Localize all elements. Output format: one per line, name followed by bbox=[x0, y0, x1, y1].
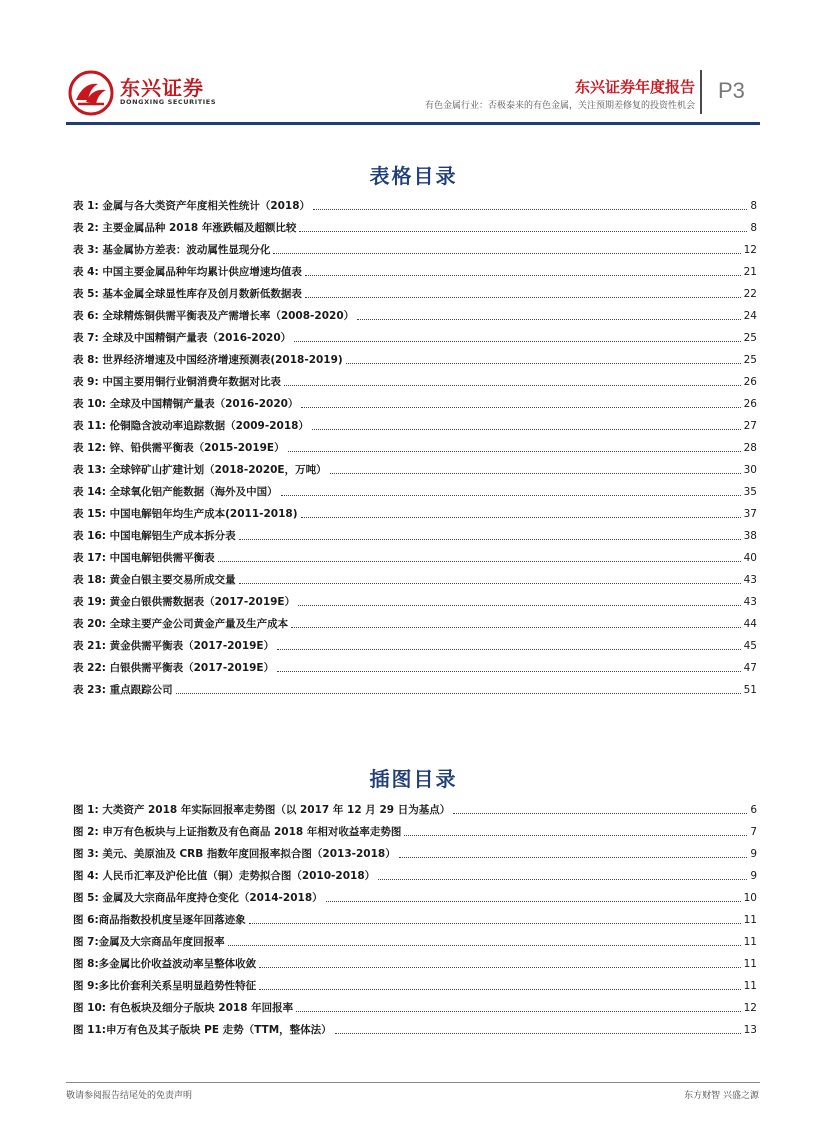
toc-entry-label: 表 12: 锌、铅供需平衡表（2015-2019E） bbox=[73, 442, 285, 454]
company-logo bbox=[68, 70, 217, 118]
toc-entry-page: 26 bbox=[743, 398, 757, 410]
report-title: 东兴证券年度报告 bbox=[574, 78, 695, 96]
toc-entry-label: 表 1: 金属与各大类资产年度相关性统计（2018） bbox=[73, 200, 311, 212]
toc-entry[interactable] bbox=[73, 905, 757, 927]
toc-entry-label: 表 11: 伦铜隐含波动率追踪数据（2009-2018） bbox=[73, 420, 309, 432]
toc-entry-page: 26 bbox=[743, 376, 757, 388]
toc-entry-page: 38 bbox=[743, 530, 757, 542]
toc-entry-page: 24 bbox=[743, 310, 757, 322]
header-divider bbox=[700, 70, 702, 114]
toc-entry-label: 表 7: 全球及中国精铜产量表（2016-2020） bbox=[73, 332, 292, 344]
toc-entry-label: 表 23: 重点跟踪公司 bbox=[73, 684, 173, 696]
footer-slogan: 东方财智 兴盛之源 bbox=[684, 1091, 759, 1101]
toc-dot-leader bbox=[404, 835, 747, 836]
toc-entry-label: 图 9:多比价套利关系呈明显趋势性特征 bbox=[73, 980, 257, 992]
toc-entry-label: 表 19: 黄金白银供需数据表（2017-2019E） bbox=[73, 596, 296, 608]
toc-entry[interactable] bbox=[73, 839, 757, 861]
toc-entry-page: 35 bbox=[743, 486, 757, 498]
toc-dot-leader bbox=[259, 989, 740, 990]
toc-entry-page: 40 bbox=[743, 552, 757, 564]
toc-entry-label: 图 8:多金属比价收益波动率呈整体收敛 bbox=[73, 958, 257, 970]
toc-entry-page: 8 bbox=[750, 200, 757, 212]
toc-entry-page: 11 bbox=[743, 958, 757, 970]
toc-dot-leader bbox=[296, 1011, 740, 1012]
toc-entry-page: 12 bbox=[743, 244, 757, 256]
toc-entry[interactable] bbox=[73, 993, 757, 1015]
toc-dot-leader bbox=[291, 627, 741, 628]
toc-entry-label: 表 17: 中国电解铝供需平衡表 bbox=[73, 552, 215, 564]
toc-dot-leader bbox=[239, 583, 741, 584]
toc-dot-leader bbox=[294, 341, 741, 342]
toc-entry-page: 44 bbox=[743, 618, 757, 630]
toc-entry-label: 表 14: 全球氧化铝产能数据（海外及中国） bbox=[73, 486, 278, 498]
toc-entry-page: 10 bbox=[743, 892, 757, 904]
toc-entry[interactable] bbox=[73, 389, 757, 411]
toc-entry-label: 图 1: 大类资产 2018 年实际回报率走势图（以 2017 年 12 月 29 日为基点） bbox=[73, 804, 451, 816]
toc-entry[interactable] bbox=[73, 609, 757, 631]
toc-entry[interactable] bbox=[73, 949, 757, 971]
toc-entry-label: 表 9: 中国主要用铜行业铜消费年数据对比表 bbox=[73, 376, 281, 388]
toc-dot-leader bbox=[288, 451, 741, 452]
toc-entry-label: 图 10: 有色板块及细分子版块 2018 年回报率 bbox=[73, 1002, 294, 1014]
toc-entry-label: 表 2: 主要金属品种 2018 年涨跌幅及超额比较 bbox=[73, 222, 297, 234]
tables-toc-title: 表格目录 bbox=[369, 164, 458, 188]
toc-entry-page: 9 bbox=[750, 870, 757, 882]
toc-entry[interactable] bbox=[73, 323, 757, 345]
toc-entry[interactable] bbox=[73, 971, 757, 993]
toc-entry[interactable] bbox=[73, 191, 757, 213]
toc-entry-page: 27 bbox=[743, 420, 757, 432]
toc-entry-label: 表 15: 中国电解铝年均生产成本(2011-2018) bbox=[73, 508, 298, 520]
toc-entry-label: 图 4: 人民币汇率及沪伦比值（铜）走势拟合图（2010-2018） bbox=[73, 870, 376, 882]
toc-entry-page: 8 bbox=[750, 222, 757, 234]
toc-entry[interactable] bbox=[73, 817, 757, 839]
toc-entry-page: 25 bbox=[743, 354, 757, 366]
toc-dot-leader bbox=[277, 671, 741, 672]
toc-entry-label: 表 8: 世界经济增速及中国经济增速预测表(2018-2019) bbox=[73, 354, 343, 366]
footer-disclaimer: 敬请参阅报告结尾处的免责声明 bbox=[66, 1091, 193, 1101]
toc-entry-page: 11 bbox=[743, 980, 757, 992]
tables-toc-list bbox=[73, 191, 757, 697]
toc-entry[interactable] bbox=[73, 235, 757, 257]
toc-entry[interactable] bbox=[73, 521, 757, 543]
toc-entry-page: 43 bbox=[743, 574, 757, 586]
toc-entry[interactable] bbox=[73, 213, 757, 235]
toc-entry-page: 13 bbox=[743, 1024, 757, 1036]
toc-dot-leader bbox=[335, 1033, 741, 1034]
toc-entry-label: 表 4: 中国主要金属品种年均累计供应增速均值表 bbox=[73, 266, 302, 278]
toc-dot-leader bbox=[299, 231, 747, 232]
toc-entry-label: 表 21: 黄金供需平衡表（2017-2019E） bbox=[73, 640, 275, 652]
toc-entry[interactable] bbox=[73, 455, 757, 477]
toc-entry-page: 37 bbox=[743, 508, 757, 520]
toc-entry[interactable] bbox=[73, 631, 757, 653]
page-number: P3 bbox=[718, 78, 745, 103]
toc-entry-page: 51 bbox=[743, 684, 757, 696]
toc-dot-leader bbox=[298, 605, 741, 606]
toc-dot-leader bbox=[249, 923, 741, 924]
toc-dot-leader bbox=[313, 209, 747, 210]
toc-dot-leader bbox=[273, 253, 740, 254]
toc-entry-label: 图 11:申万有色及其子版块 PE 走势（TTM，整体法） bbox=[73, 1024, 332, 1036]
toc-entry-label: 图 5: 金属及大宗商品年度持仓变化（2014-2018） bbox=[73, 892, 323, 904]
toc-entry-page: 22 bbox=[743, 288, 757, 300]
toc-dot-leader bbox=[239, 539, 741, 540]
toc-entry-page: 28 bbox=[743, 442, 757, 454]
toc-entry[interactable] bbox=[73, 411, 757, 433]
toc-entry-label: 表 13: 全球锌矿山扩建计划（2018-2020E，万吨） bbox=[73, 464, 327, 476]
toc-entry[interactable] bbox=[73, 795, 757, 817]
toc-entry-label: 表 6: 全球精炼铜供需平衡表及产需增长率（2008-2020） bbox=[73, 310, 355, 322]
toc-entry-label: 表 3: 基金属协方差表：波动属性显现分化 bbox=[73, 244, 271, 256]
toc-entry-label: 表 16: 中国电解铝生产成本拆分表 bbox=[73, 530, 236, 542]
toc-entry[interactable] bbox=[73, 861, 757, 883]
toc-dot-leader bbox=[259, 967, 740, 968]
toc-dot-leader bbox=[357, 319, 741, 320]
toc-entry-label: 表 18: 黄金白银主要交易所成交量 bbox=[73, 574, 236, 586]
toc-dot-leader bbox=[176, 693, 741, 694]
logo-chinese-name: 东兴证券 bbox=[120, 76, 204, 100]
toc-entry[interactable] bbox=[73, 1015, 757, 1037]
toc-dot-leader bbox=[277, 649, 741, 650]
figures-toc-title: 插图目录 bbox=[369, 767, 458, 791]
toc-entry-label: 表 5: 基本金属全球显性库存及创月数新低数据表 bbox=[73, 288, 302, 300]
toc-entry[interactable] bbox=[73, 279, 757, 301]
toc-entry[interactable] bbox=[73, 367, 757, 389]
toc-entry-page: 30 bbox=[743, 464, 757, 476]
toc-dot-leader bbox=[312, 429, 741, 430]
page-header bbox=[0, 0, 827, 130]
toc-entry-label: 图 2: 申万有色板块与上证指数及有色商品 2018 年相对收益率走势图 bbox=[73, 826, 402, 838]
toc-dot-leader bbox=[330, 473, 741, 474]
toc-dot-leader bbox=[305, 275, 741, 276]
toc-dot-leader bbox=[218, 561, 741, 562]
toc-entry-page: 25 bbox=[743, 332, 757, 344]
report-subtitle: 有色金属行业：否极泰来的有色金属，关注预期差修复的投资性机会 bbox=[424, 101, 695, 111]
toc-entry[interactable] bbox=[73, 345, 757, 367]
toc-dot-leader bbox=[378, 879, 747, 880]
toc-dot-leader bbox=[399, 857, 748, 858]
toc-entry[interactable] bbox=[73, 543, 757, 565]
toc-entry-label: 表 22: 白银供需平衡表（2017-2019E） bbox=[73, 662, 275, 674]
toc-entry-page: 47 bbox=[743, 662, 757, 674]
toc-entry-page: 9 bbox=[750, 848, 757, 860]
toc-entry[interactable] bbox=[73, 477, 757, 499]
figures-toc-list bbox=[73, 795, 757, 1037]
toc-entry[interactable] bbox=[73, 675, 757, 697]
toc-dot-leader bbox=[326, 901, 741, 902]
toc-entry[interactable] bbox=[73, 653, 757, 675]
toc-dot-leader bbox=[453, 813, 747, 814]
toc-entry-page: 21 bbox=[743, 266, 757, 278]
toc-dot-leader bbox=[281, 495, 741, 496]
toc-entry-page: 43 bbox=[743, 596, 757, 608]
toc-dot-leader bbox=[346, 363, 741, 364]
logo-english-name: DONGXING SECURITIES bbox=[120, 98, 217, 106]
toc-entry-page: 11 bbox=[743, 914, 757, 926]
toc-entry-page: 12 bbox=[743, 1002, 757, 1014]
toc-entry[interactable] bbox=[73, 499, 757, 521]
toc-entry-label: 图 6:商品指数投机度呈逐年回落迹象 bbox=[73, 914, 246, 926]
toc-entry[interactable] bbox=[73, 433, 757, 455]
toc-dot-leader bbox=[301, 517, 741, 518]
toc-entry[interactable] bbox=[73, 301, 757, 323]
toc-entry-label: 表 10: 全球及中国精铜产量表（2016-2020） bbox=[73, 398, 299, 410]
toc-dot-leader bbox=[305, 297, 741, 298]
toc-entry[interactable] bbox=[73, 257, 757, 279]
toc-entry-page: 7 bbox=[750, 826, 757, 838]
toc-entry[interactable] bbox=[73, 927, 757, 949]
footer-rule bbox=[66, 1082, 760, 1083]
toc-entry-label: 图 7:金属及大宗商品年度回报率 bbox=[73, 936, 225, 948]
toc-entry[interactable] bbox=[73, 883, 757, 905]
toc-entry-page: 45 bbox=[743, 640, 757, 652]
toc-dot-leader bbox=[284, 385, 741, 386]
header-rule bbox=[66, 122, 760, 125]
toc-entry-page: 11 bbox=[743, 936, 757, 948]
toc-entry[interactable] bbox=[73, 565, 757, 587]
toc-entry[interactable] bbox=[73, 587, 757, 609]
toc-entry-label: 图 3: 美元、美原油及 CRB 指数年度回报率拟合图（2013-2018） bbox=[73, 848, 396, 860]
toc-entry-label: 表 20: 全球主要产金公司黄金产量及生产成本 bbox=[73, 618, 289, 630]
toc-dot-leader bbox=[228, 945, 741, 946]
toc-entry-page: 6 bbox=[750, 804, 757, 816]
company-logo-mark-icon bbox=[68, 70, 114, 116]
toc-dot-leader bbox=[301, 407, 740, 408]
